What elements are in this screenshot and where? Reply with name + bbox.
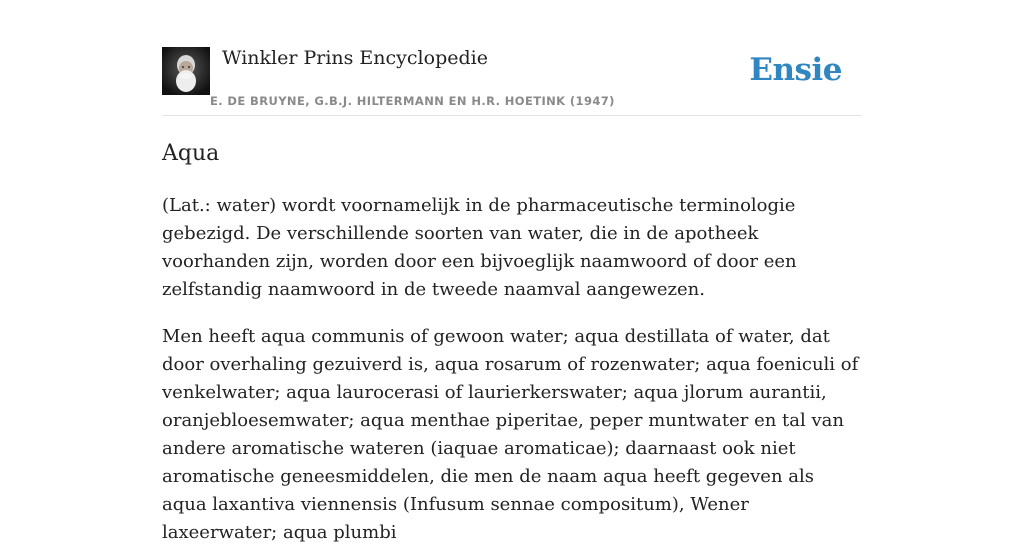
source-authors: E. DE BRUYNE, G.B.J. HILTERMANN EN H.R. HOETINK (1947) (210, 94, 615, 108)
ensie-logo[interactable]: Ensie (749, 52, 842, 88)
article-paragraph: Men heeft aqua communis of gewoon water; aqua destillata of water, dat door overhaling gezuiverd is, aqua rosarum of rozenwater; aqua foeniculi of venkelwater; aqua laurocerasi of laurierkerswater; aqua jlorum aurantii, oranjebloesemwater; aqua menthae piperitae, peper muntwater en tal van andere aromatische wateren (iaquae aromaticae); daarnaast ook niet aromatische geneesmiddelen, die men de naam aqua heeft gegeven als aqua laxantiva viennensis (Infusum sennae compositum), Wener laxeerwater; aqua plumbi (162, 326, 859, 543)
author-portrait-icon (162, 47, 210, 95)
article-title: Aqua (162, 141, 220, 166)
article-paragraph: (Lat.: water) wordt voornamelijk in de pharmaceutische terminologie gebezigd. De verschillende soorten van water, die in de apotheek voorhanden zijn, worden door een bijvoeglijk naamwoord of door een zelfstandig naamwoord in de tweede naamval aangewezen. (162, 195, 797, 300)
article (162, 138, 862, 547)
source-header (162, 0, 862, 116)
source-title[interactable]: Winkler Prins Encyclopedie (222, 47, 488, 69)
